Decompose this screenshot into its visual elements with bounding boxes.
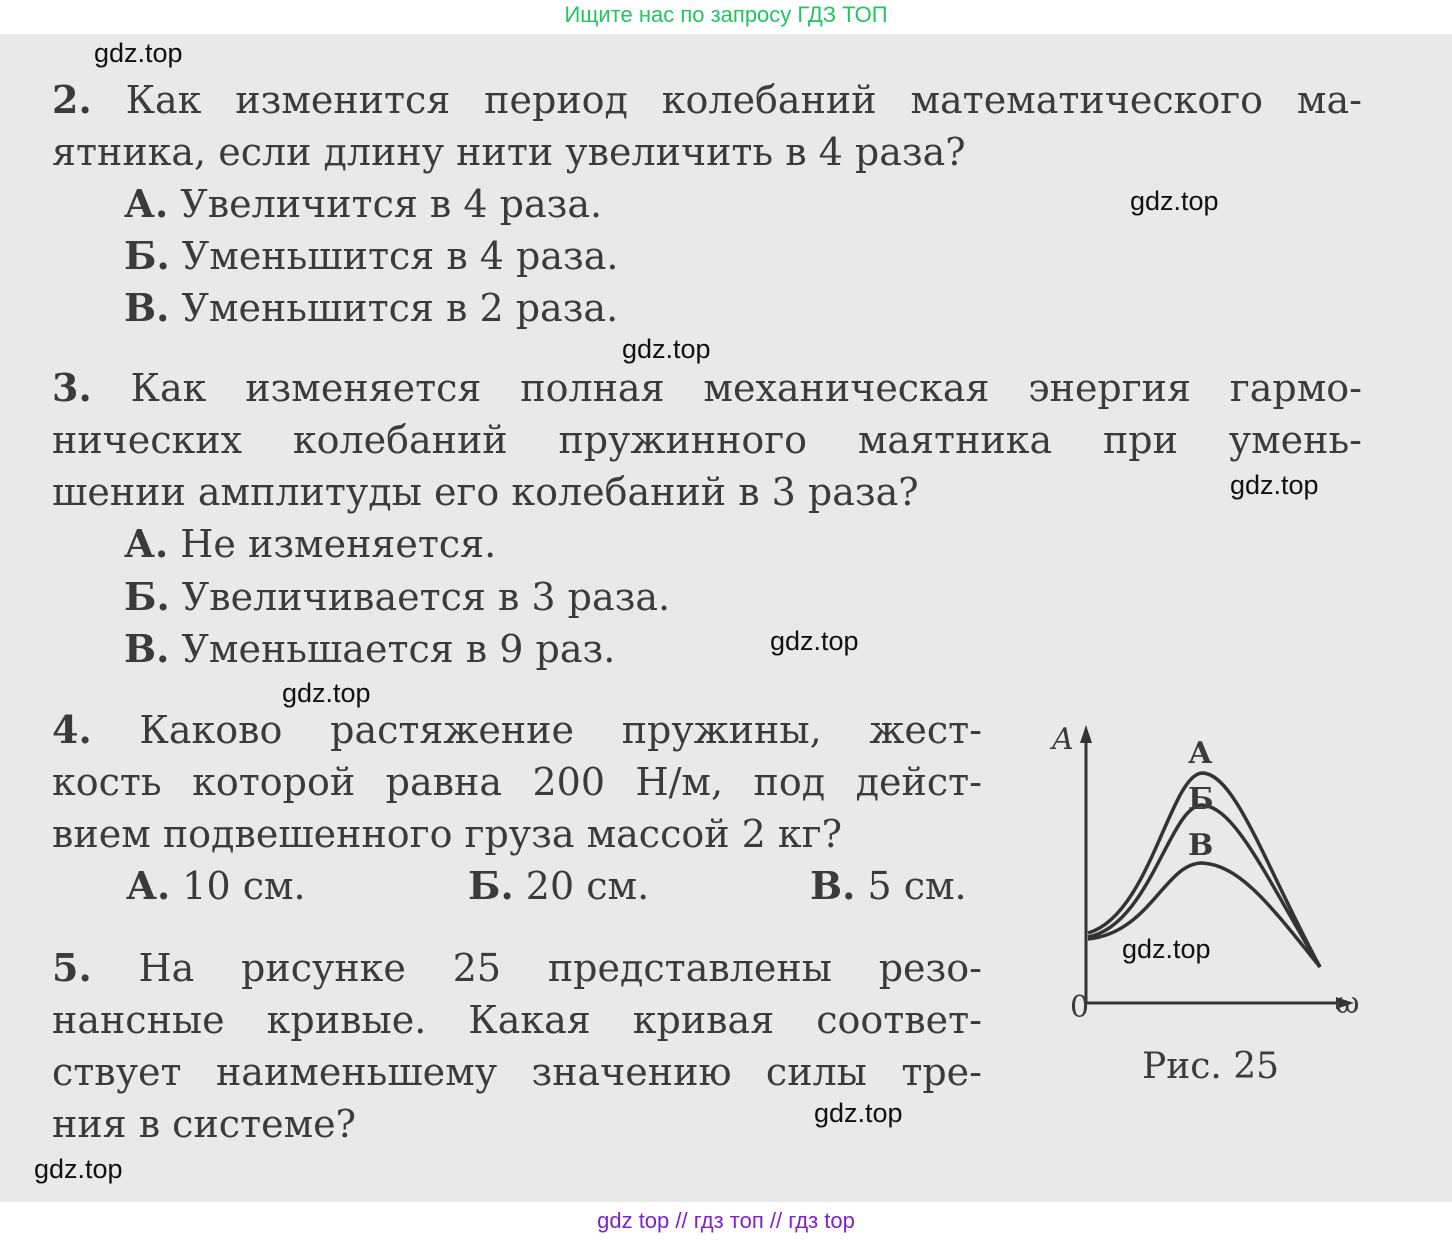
q4-line-3: вием подвешенного груза массой 2 кг? (52, 812, 842, 856)
q5-text-1: На рисунке 25 представлены резо- (138, 946, 982, 990)
option-letter: Б. (124, 233, 170, 278)
option-text: Увеличится в 4 раза. (180, 182, 603, 226)
q3-option-b (124, 575, 670, 619)
q4-number: 4. (52, 707, 92, 752)
q2-text-1: Как изменится период колебаний математического ма- (125, 78, 1362, 122)
q4-option-a (126, 864, 306, 908)
q4-option-c (810, 864, 967, 908)
q5-line-4: ния в системе? (52, 1102, 356, 1146)
q4-line-2: кость которой равна 200 Н/м, под дейст- (52, 760, 982, 804)
x-axis-label: ω (1335, 986, 1360, 1021)
q2-line-2: ятника, если длину нити увеличить в 4 раза? (52, 130, 966, 174)
q5-number: 5. (52, 945, 92, 990)
option-letter: В. (124, 626, 170, 671)
q5-line-3: ствует наименьшему значению силы тре- (52, 1050, 982, 1094)
curve-b-label: Б (1188, 782, 1214, 817)
curve-a-label: А (1188, 736, 1213, 771)
watermark: gdz.top (770, 626, 859, 656)
y-axis-label: A (1052, 722, 1074, 757)
option-text: Уменьшится в 2 раза. (181, 286, 619, 330)
q3-option-a (124, 522, 496, 566)
watermark: gdz.top (34, 1154, 123, 1184)
option-text: 20 см. (525, 864, 650, 908)
q2-option-a (124, 182, 602, 226)
figure-caption: Рис. 25 (1142, 1046, 1280, 1087)
q3-text-1: Как изменяется полная механическая энергия гармо- (130, 366, 1362, 410)
option-text: Увеличивается в 3 раза. (181, 575, 671, 619)
q3-line-3: шении амплитуды его колебаний в 3 раза? (52, 470, 919, 514)
option-letter: Б. (468, 863, 514, 908)
watermark: gdz.top (1230, 470, 1319, 500)
y-axis-arrow (1080, 725, 1092, 743)
q5-line-2: нансные кривые. Какая кривая соответ- (52, 998, 982, 1042)
option-letter: В. (124, 285, 170, 330)
curve-c-label: В (1188, 828, 1214, 863)
option-text: 10 см. (182, 864, 306, 908)
origin-label: 0 (1070, 990, 1090, 1025)
watermark: gdz.top (1122, 934, 1211, 964)
q2-number: 2. (52, 77, 92, 122)
resonance-figure (1040, 715, 1380, 1100)
option-letter: В. (810, 863, 856, 908)
q3-line-2: нических колебаний пружинного маятника при умень- (52, 418, 1362, 462)
q3-line-1 (52, 366, 1362, 410)
watermark: gdz.top (622, 334, 711, 364)
q2-option-c (124, 286, 618, 330)
q4-option-b (468, 864, 649, 908)
watermark: gdz.top (94, 38, 183, 68)
q2-option-b (124, 234, 619, 278)
q4-line-1 (52, 708, 982, 752)
option-text: Не изменяется. (180, 522, 497, 566)
search-banner: Ищите нас по запросу ГДЗ ТОП (0, 0, 1452, 34)
resonance-curves-diagram (1040, 715, 1380, 1045)
option-letter: Б. (124, 574, 170, 619)
option-letter: А. (124, 181, 169, 226)
footer-links: gdz top // гдз топ // гдз top (0, 1202, 1452, 1240)
option-text: 5 см. (867, 864, 967, 908)
q4-text-1: Каково растяжение пружины, жест- (139, 708, 982, 752)
watermark: gdz.top (814, 1098, 903, 1128)
option-text: Уменьшится в 4 раза. (181, 234, 619, 278)
option-letter: А. (124, 521, 169, 566)
q3-option-c (124, 627, 615, 671)
watermark: gdz.top (282, 678, 371, 708)
q3-number: 3. (52, 365, 92, 410)
option-letter: А. (126, 863, 171, 908)
q5-line-1 (52, 946, 982, 990)
watermark: gdz.top (1130, 186, 1219, 216)
option-text: Уменьшается в 9 раз. (181, 627, 616, 671)
q2-line-1 (52, 78, 1362, 122)
